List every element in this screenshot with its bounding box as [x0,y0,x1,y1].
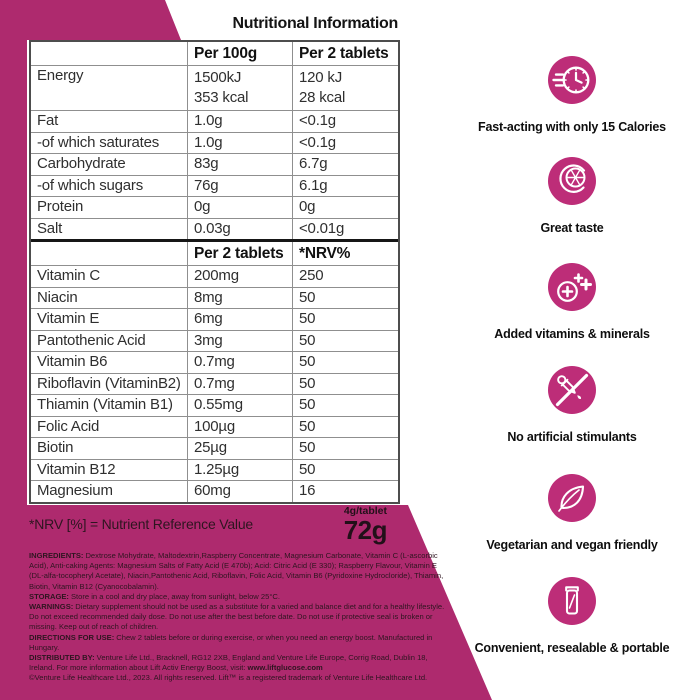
storage-paragraph: STORAGE: Store in a cool and dry place, away from sunlight, below 25°C. [29,591,280,601]
copyright-paragraph: ©Venture Life Healthcare Ltd., 2023. All rights reserved. Lift™ is a registered trademark of Venture Life Healthcare Ltd. [29,673,428,683]
vitamin-label: Vitamin C [37,267,100,284]
leaf-icon [548,474,596,522]
nrv-header: *NRV% [292,242,398,265]
vitamin-nrv: 50 [292,331,398,352]
vitamin-label: Pantothenic Acid [37,331,146,349]
nrv-footnote: *NRV [%] = Nutrient Reference Value [29,516,253,532]
table-row [31,196,398,218]
benefit-no-stimulants [462,366,682,444]
nutrient-per2tablets: 6.1g [292,176,398,197]
table-row [31,437,398,459]
nutrient-per2tablets: 120 kJ 28 kcal [292,66,398,110]
table-row [31,416,398,438]
distributed-paragraph: DISTRIBUTED BY: Venture Life Ltd., Bracknell, RG12 2XB, England and Venture Life Europe, Corrig Road, Dublin 18, Ireland. For more information about Lift Activ Energy Boost, visit: www.liftglucose.com [29,653,428,673]
vitamins-header-row [31,239,398,265]
table-row [31,175,398,197]
empty-header-cell [31,42,187,65]
weight-total: 72g [343,515,387,545]
table-row [31,153,398,175]
vitamin-amount: 25µg [187,438,292,459]
vitamin-label: Riboflavin (VitaminB2) [37,374,181,392]
nutrient-per100g: 0g [187,197,292,218]
nutrient-label: -of which sugars [37,176,144,194]
net-weight [299,506,387,543]
vitamin-nrv: 50 [292,309,398,330]
vitamin-amount: 100µg [187,417,292,438]
benefit-label: No artificial stimulants [507,430,637,444]
nutrient-label: Fat [37,112,59,129]
table-row [31,132,398,154]
table-row [31,330,398,352]
nutrient-per2tablets: <0.01g [292,219,398,240]
nutrient-per2tablets: 6.7g [292,154,398,175]
per-2-tablets-header: Per 2 tablets [292,42,398,65]
table-row [31,373,398,395]
ingredients-paragraph: INGREDIENTS: Dextrose Mohydrate, Maltodextrin,Raspberry Concentrate, Magnesium Carbonate, Vitamin C (L-ascorbic Acid), Anti-caking Agents: Magnesium Salts of Fatty Acid (E 470b); Acid: Citric Acid (E 330); Raspberry Flavour, Vitamin E (DL-alfa-tocopheryl Acetate), Niacin,Pantothenic Acid, Riboflavin, Folic Acid, Vitamin B6 (Pyridoxine Hydrocloride), Thiamin, Biotin, Vitamin B12 (Cyanocobalamin). [29,551,444,591]
nutrient-per100g: 0.03g [187,219,292,240]
vitamin-nrv: 50 [292,374,398,395]
website-text: www.liftglucose.com [247,663,323,673]
table-row [31,265,398,287]
per-2-tablets-header: Per 2 tablets [187,242,292,265]
table-row [31,218,398,240]
vitamin-nrv: 50 [292,288,398,309]
benefit-vegetarian [462,474,682,552]
warnings-paragraph: WARNINGS: Dietary supplement should not be used as a substitute for a varied and balance diet and for a healthy lifestyle. Do not exceed recommended daily dose. Do not use after the best before date. Do not use if protective seal is broken or missing. Keep out of reach of children. [29,602,445,632]
vitamin-nrv: 50 [292,417,398,438]
vitamin-amount: 60mg [187,481,292,502]
nutrient-per100g: 76g [187,176,292,197]
nutrient-label: -of which saturates [37,133,160,151]
benefit-label: Vegetarian and vegan friendly [486,538,658,552]
speed-clock-icon [548,56,596,104]
vitamin-nrv: 50 [292,395,398,416]
vitamin-label: Niacin [37,288,78,306]
nutrient-per2tablets: <0.1g [292,111,398,132]
table-row [31,110,398,132]
benefit-great-taste [462,157,682,235]
vitamin-label: Vitamin B12 [37,460,116,478]
vitamin-label: Thiamin (Vitamin B1) [37,396,173,413]
directions-paragraph: DIRECTIONS FOR USE: Chew 2 tablets before or during exercise, or when you need an energy boost. Manufactured in Hungary. [29,632,433,652]
nutrition-table [29,40,400,504]
table-row [31,308,398,330]
vitamin-amount: 0.7mg [187,374,292,395]
vitamin-nrv: 50 [292,438,398,459]
nutrient-per100g: 1.0g [187,133,292,154]
benefit-portable [462,577,682,655]
vitamin-label: Folic Acid [37,417,100,435]
benefit-label: Added vitamins & minerals [494,327,650,341]
vitamin-amount: 0.55mg [187,395,292,416]
benefit-fast-acting [462,56,682,134]
table-row [31,287,398,309]
nutrient-per100g: 1500kJ 353 kcal [187,66,292,110]
empty-header-cell [31,242,187,265]
benefit-added-vitamins [462,263,682,341]
plus-signs-icon [548,263,596,311]
table-row [31,394,398,416]
vitamin-nrv: 250 [292,266,398,287]
nutrient-per2tablets: <0.1g [292,133,398,154]
no-dropper-icon [548,366,596,414]
vitamin-amount: 200mg [187,266,292,287]
vitamin-amount: 0.7mg [187,352,292,373]
table-row [31,351,398,373]
nutrient-label: Protein [37,198,84,215]
nutrient-label: Carbohydrate [37,155,126,172]
table-row-energy [31,65,398,110]
fine-print-block [29,551,449,684]
vitamin-nrv: 50 [292,460,398,481]
tube-icon [548,577,596,625]
vitamin-amount: 6mg [187,309,292,330]
nutrient-per100g: 1.0g [187,111,292,132]
benefit-label: Convenient, resealable & portable [474,641,670,655]
citrus-slice-icon [548,157,596,205]
vitamin-amount: 8mg [187,288,292,309]
vitamin-label: Vitamin E [37,310,100,327]
table-header-row [31,42,398,65]
benefit-label: Fast-acting with only 15 Calories [478,120,666,134]
nutrient-label: Energy [37,67,84,84]
vitamin-amount: 3mg [187,331,292,352]
vitamin-nrv: 50 [292,352,398,373]
vitamin-label: Biotin [37,439,74,456]
page-title: Nutritional Information [232,15,398,32]
nutrient-per2tablets: 0g [292,197,398,218]
weight-per-tablet: 4g/tablet [343,505,387,517]
vitamin-nrv: 16 [292,481,398,502]
table-row [31,459,398,481]
nutrient-label: Salt [37,219,63,237]
nutrient-per100g: 83g [187,154,292,175]
vitamin-label: Vitamin B6 [37,353,108,370]
vitamin-amount: 1.25µg [187,460,292,481]
table-row [31,480,398,502]
benefit-label: Great taste [540,221,604,235]
per-100g-header: Per 100g [187,42,292,65]
vitamin-label: Magnesium [37,482,113,499]
